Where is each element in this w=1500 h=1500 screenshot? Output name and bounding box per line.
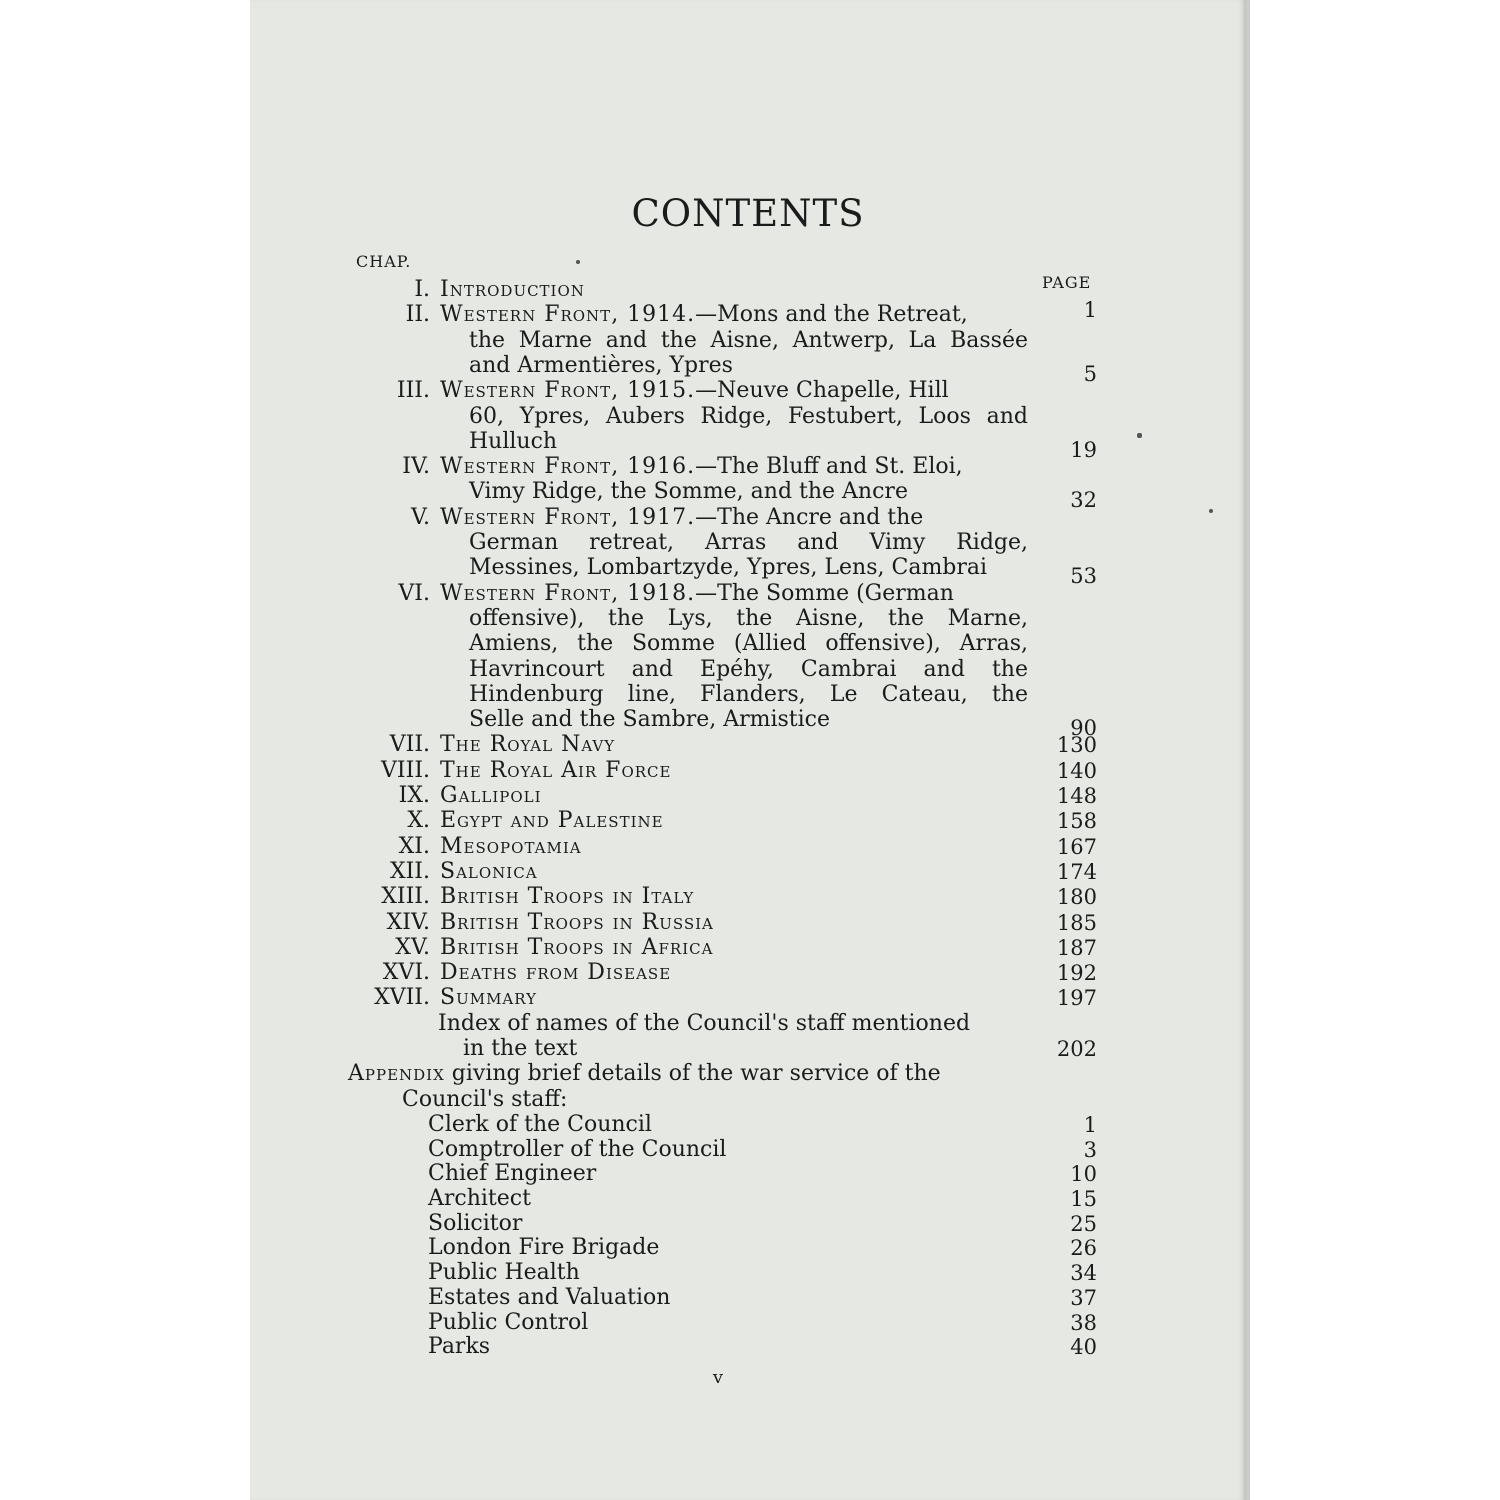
chapter-title: British Troops in Africa — [440, 934, 714, 960]
appendix-item-title: London Fire Brigade — [428, 1235, 660, 1261]
chapter-title: Deaths from Disease — [440, 960, 672, 986]
chapter-subtitle: —The Somme (German — [695, 580, 954, 606]
page-number: 53 — [1070, 564, 1097, 589]
chapter-title: Western Front, 1918. — [440, 580, 696, 606]
appendix-item-title: Architect — [428, 1186, 531, 1211]
chapter-number: VIII. — [381, 757, 430, 783]
paper-speck — [1209, 509, 1213, 513]
chapter-title: Summary — [440, 985, 537, 1011]
chapter-subtitle-line: Messines, Lombartzyde, Ypres, Lens, Cambrai — [469, 555, 988, 581]
page-number: 1 — [1083, 298, 1097, 322]
page-column-header: PAGE — [1042, 273, 1092, 292]
chapter-title: Egypt and Palestine — [440, 808, 664, 834]
chapter-title: Western Front, 1917. — [440, 504, 696, 530]
appendix-text: giving brief details of the war service of the — [444, 1061, 941, 1087]
page-number: 140 — [1056, 758, 1097, 783]
appendix-item-title: Parks — [428, 1334, 491, 1360]
chapter-title-line — [440, 581, 1028, 607]
page-number: 148 — [1056, 784, 1097, 808]
chapter-number: XI. — [398, 833, 430, 859]
chapter-title-line — [440, 884, 1028, 910]
page-number: 90 — [1070, 716, 1097, 741]
appendix-item-title: Chief Engineer — [428, 1161, 597, 1187]
appendix-heading — [348, 1061, 941, 1087]
chapter-subtitle-line: offensive), the Lys, the Aisne, the Marne, — [469, 605, 1028, 631]
appendix-text-line: Council's staff: — [402, 1086, 568, 1112]
chapter-title-line — [440, 783, 1028, 809]
chapter-subtitle: —The Ancre and the — [695, 504, 924, 530]
chapter-title-line — [440, 277, 1028, 303]
paper-speck — [576, 260, 580, 264]
page-number: 158 — [1056, 809, 1097, 834]
index-line: in the text — [463, 1036, 578, 1061]
chapter-number: VI. — [398, 580, 430, 606]
chapter-number: XIII. — [381, 884, 430, 910]
chapter-title-line — [440, 302, 1028, 328]
chapter-number: XII. — [389, 858, 430, 884]
chapter-title: Western Front, 1914. — [440, 302, 696, 328]
page-number: 32 — [1070, 488, 1097, 513]
chapter-number: XV. — [395, 934, 430, 960]
page-number: 10 — [1070, 1162, 1097, 1187]
chapter-subtitle-line: Vimy Ridge, the Somme, and the Ancre — [469, 479, 908, 505]
chapter-subtitle-line: Hulluch — [469, 428, 558, 454]
page-number: 174 — [1056, 859, 1097, 884]
page-number: 3 — [1083, 1137, 1097, 1162]
appendix-label: Appendix — [348, 1061, 445, 1087]
chapter-number: V. — [410, 504, 430, 530]
page-number: 34 — [1070, 1261, 1097, 1286]
chapter-title-line — [440, 505, 1028, 531]
chapter-title: British Troops in Russia — [440, 909, 714, 935]
chapter-number: XVI. — [382, 960, 430, 986]
chapter-title-line — [440, 985, 1028, 1011]
page-number: 197 — [1056, 986, 1097, 1011]
index-line: Index of names of the Council's staff mentioned — [438, 1010, 971, 1036]
chapter-number: XIV. — [386, 909, 430, 935]
chapter-title: Western Front, 1916. — [440, 454, 696, 480]
page-number: 167 — [1056, 834, 1097, 859]
chapter-title: The Royal Navy — [440, 732, 616, 758]
chapter-title-line — [440, 808, 1028, 834]
chapter-title: British Troops in Italy — [440, 884, 695, 910]
chapter-title-line — [440, 935, 1028, 961]
appendix-item-title: Clerk of the Council — [428, 1111, 652, 1137]
appendix-item-title: Comptroller of the Council — [428, 1136, 727, 1162]
chapter-number: X. — [407, 808, 430, 834]
appendix-item-title: Public Health — [428, 1260, 580, 1286]
chapter-number: IV. — [402, 454, 430, 480]
chapter-title-line — [440, 960, 1028, 986]
page-number: 26 — [1070, 1236, 1097, 1261]
chapter-title-line — [440, 378, 1028, 404]
chapter-subtitle: —The Bluff and St. Eloi, — [695, 454, 963, 480]
chapter-title: Western Front, 1915. — [440, 378, 696, 404]
contents-title: CONTENTS — [631, 192, 865, 235]
chap-column-header: CHAP. — [356, 252, 412, 271]
chapter-title-line — [440, 732, 1028, 758]
page-number: 40 — [1070, 1335, 1097, 1360]
page-number: 15 — [1070, 1187, 1097, 1211]
chapter-number: II. — [405, 302, 430, 328]
chapter-subtitle-line: Hindenburg line, Flanders, Le Cateau, the — [469, 681, 1028, 707]
page-number: 38 — [1070, 1310, 1097, 1335]
page-edge — [1246, 0, 1250, 1500]
chapter-number: I. — [414, 277, 430, 302]
chapter-title: Introduction — [440, 277, 585, 302]
chapter-subtitle-line: German retreat, Arras and Vimy Ridge, — [469, 530, 1028, 555]
chapter-subtitle-line: the Marne and the Aisne, Antwerp, La Bassée — [469, 327, 1028, 353]
page-number: 5 — [1083, 361, 1097, 386]
chapter-subtitle-line: 60, Ypres, Aubers Ridge, Festubert, Loos and — [469, 403, 1028, 429]
paper-speck — [1137, 433, 1142, 438]
book-page — [250, 0, 1246, 1500]
chapter-subtitle: —Neuve Chapelle, Hill — [695, 378, 949, 404]
appendix-item-title: Estates and Valuation — [428, 1284, 671, 1310]
chapter-subtitle-line: Selle and the Sambre, Armistice — [469, 707, 831, 733]
page-number: 202 — [1056, 1037, 1097, 1061]
page-folio: v — [712, 1367, 724, 1388]
chapter-title-line — [440, 758, 1028, 784]
chapter-title-line — [440, 834, 1028, 860]
page-number: 130 — [1056, 733, 1097, 758]
page-number: 185 — [1056, 910, 1097, 935]
chapter-subtitle-line: Amiens, the Somme (Allied offensive), Arras, — [469, 631, 1028, 657]
page-number: 25 — [1070, 1211, 1097, 1236]
page-number: 192 — [1056, 961, 1097, 986]
chapter-number: VII. — [389, 732, 430, 758]
page-number: 187 — [1056, 935, 1097, 960]
chapter-subtitle: —Mons and the Retreat, — [695, 302, 968, 328]
page-number: 180 — [1056, 885, 1097, 910]
page-number: 1 — [1083, 1112, 1097, 1137]
appendix-item-title: Public Control — [428, 1309, 589, 1335]
chapter-number: III. — [396, 378, 430, 404]
chapter-title: The Royal Air Force — [440, 757, 672, 783]
chapter-subtitle-line: and Armentières, Ypres — [469, 352, 733, 378]
chapter-title: Mesopotamia — [440, 833, 582, 859]
page-number: 37 — [1070, 1285, 1097, 1310]
chapter-subtitle-line: Havrincourt and Epéhy, Cambrai and the — [469, 656, 1028, 682]
page-number: 19 — [1070, 437, 1097, 462]
chapter-title: Salonica — [440, 858, 538, 884]
appendix-item-title: Solicitor — [428, 1210, 523, 1236]
chapter-number: XVII. — [374, 985, 430, 1011]
chapter-title-line — [440, 454, 1028, 480]
chapter-title-line — [440, 859, 1028, 885]
chapter-number: IX. — [398, 783, 430, 808]
chapter-title-line — [440, 910, 1028, 936]
chapter-title: Gallipoli — [440, 783, 542, 808]
